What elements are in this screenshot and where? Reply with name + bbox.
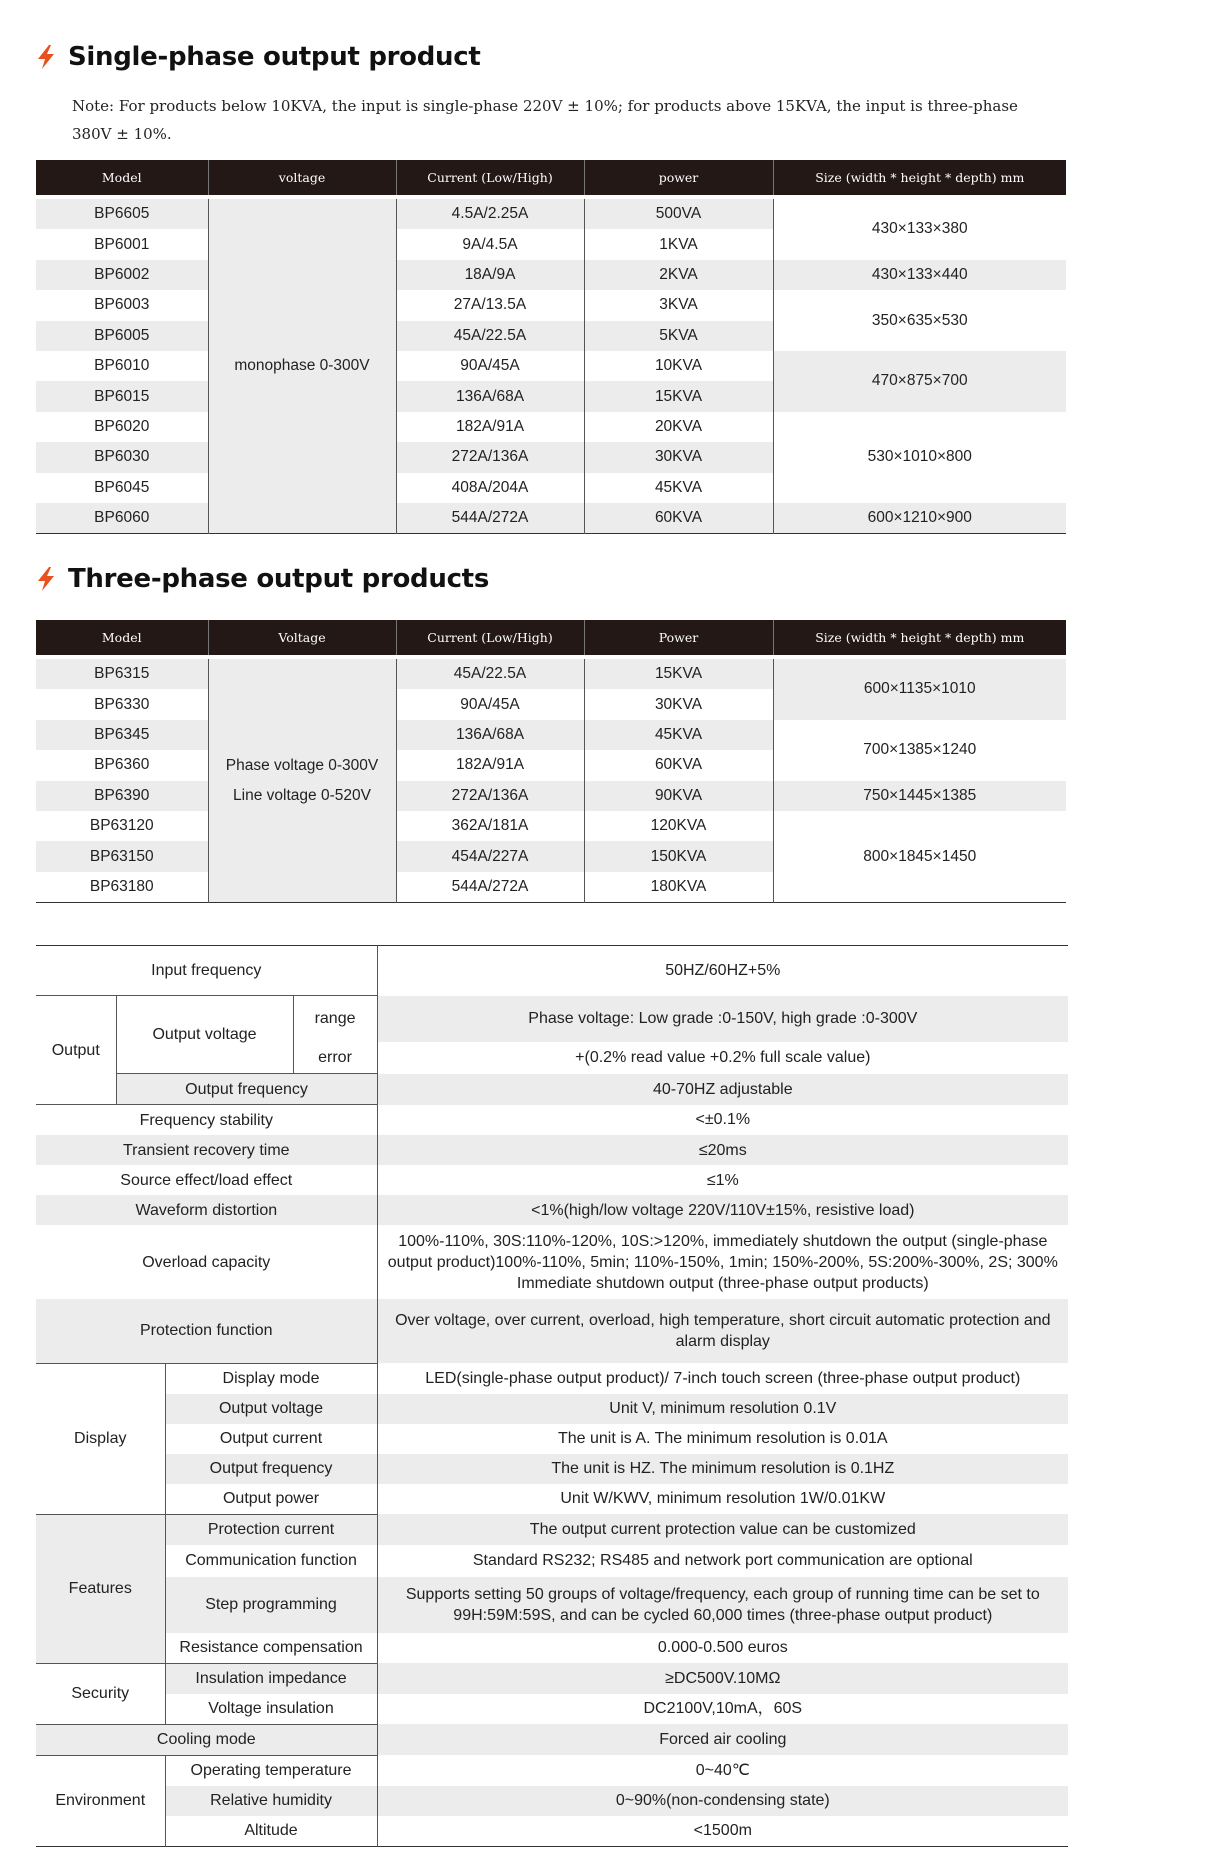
table-row <box>36 811 1066 841</box>
size-cell: 530×1010×800 <box>773 412 1066 503</box>
current-cell: 272A/136A <box>396 442 584 472</box>
spec-group-label: Security <box>36 1663 165 1724</box>
col-header-current: Current (Low/High) <box>396 160 584 197</box>
power-cell: 30KVA <box>584 689 773 719</box>
current-cell: 27A/13.5A <box>396 290 584 320</box>
power-cell: 1KVA <box>584 229 773 259</box>
spec-row-step-programming <box>36 1577 1068 1633</box>
spec-row-transient <box>36 1135 1068 1165</box>
spec-value: <1500m <box>377 1816 1068 1847</box>
spec-label: Output power <box>165 1484 377 1515</box>
current-cell: 454A/227A <box>396 841 584 871</box>
current-cell: 18A/9A <box>396 260 584 290</box>
table-row <box>36 351 1066 381</box>
spec-value: The unit is A. The minimum resolution is 0.01A <box>377 1424 1068 1454</box>
model-cell: BP6390 <box>36 781 208 811</box>
spec-value: Phase voltage: Low grade :0-150V, high grade :0-300V <box>377 996 1068 1042</box>
spec-value: DC2100V,10mA，60S <box>377 1694 1068 1725</box>
col-header-power: power <box>584 160 773 197</box>
spec-value: 50HZ/60HZ+5% <box>377 946 1068 996</box>
spec-row-resistance <box>36 1633 1068 1664</box>
power-cell: 500VA <box>584 197 773 229</box>
spec-label: Transient recovery time <box>36 1135 377 1165</box>
spec-row-input-frequency <box>36 946 1068 996</box>
spec-value: ≥DC500V.10MΩ <box>377 1663 1068 1694</box>
spec-value: Forced air cooling <box>377 1724 1068 1755</box>
spec-row-display-current <box>36 1424 1068 1454</box>
model-cell: BP6605 <box>36 197 208 229</box>
size-cell: 700×1385×1240 <box>773 720 1066 781</box>
spec-row-insulation-impedance <box>36 1663 1068 1694</box>
current-cell: 272A/136A <box>396 781 584 811</box>
table-row <box>36 197 1066 229</box>
table-row <box>36 720 1066 750</box>
spec-row-protection-current <box>36 1514 1068 1545</box>
single-phase-table <box>36 160 1066 534</box>
spec-row-display-frequency <box>36 1454 1068 1484</box>
power-cell: 180KVA <box>584 872 773 903</box>
col-header-size: Size (width * height * depth) mm <box>773 620 1066 657</box>
spec-label: Source effect/load effect <box>120 1171 293 1189</box>
size-cell: 470×875×700 <box>773 351 1066 412</box>
lightning-bolt-icon <box>36 567 56 591</box>
input-note: Note: For products below 10KVA, the input is single-phase 220V ± 10%; for products above 15KVA, the input is three-phase 380V ± 10%. <box>72 97 1018 143</box>
current-cell: 9A/4.5A <box>396 229 584 259</box>
spec-group-label: Features <box>36 1514 165 1663</box>
spec-label: Altitude <box>165 1816 377 1847</box>
model-cell: BP6360 <box>94 756 150 774</box>
spec-value: 0.000-0.500 euros <box>377 1633 1068 1664</box>
spec-row-relative-humidity <box>36 1786 1068 1816</box>
spec-value: The unit is HZ. The minimum resolution is 0.1HZ <box>377 1454 1068 1484</box>
spec-value: <±0.1% <box>377 1105 1068 1136</box>
spec-label: Cooling mode <box>36 1724 377 1755</box>
power-cell: 15KVA <box>584 657 773 689</box>
spec-row-source-effect <box>36 1165 1068 1195</box>
three-phase-title: Three-phase output products <box>68 564 489 594</box>
col-header-voltage: Voltage <box>208 620 396 657</box>
spec-value: ≤1% <box>377 1165 1068 1195</box>
spec-label: Protection function <box>36 1299 377 1363</box>
spec-label: Communication function <box>165 1545 377 1577</box>
model-cell: BP6330 <box>94 695 150 713</box>
phase-voltage-text: Phase voltage 0-300V <box>225 756 379 774</box>
current-cell: 136A/68A <box>396 381 584 411</box>
spec-label: Waveform distortion <box>36 1195 377 1225</box>
spec-value: Over voltage, over current, overload, high temperature, short circuit automatic protection and alarm display <box>377 1299 1068 1363</box>
power-cell: 60KVA <box>584 750 773 780</box>
spec-value: 100%-110%, 30S:110%-120%, 10S:>120%, immediately shutdown the output (single-phase output product)100%-110%, 5min; 110%-150%, 1min; 150%-200%, 5S:200%-300%, 2S; 300% Immediate shutdown output (three-phase output products) <box>377 1225 1068 1299</box>
spec-label: error <box>293 1042 377 1074</box>
three-phase-heading <box>36 564 489 594</box>
spec-label: Voltage insulation <box>165 1694 377 1725</box>
spec-label: Relative humidity <box>165 1786 377 1816</box>
voltage-cell: monophase 0-300V <box>208 197 396 534</box>
spec-label: Output current <box>165 1424 377 1454</box>
current-cell: 544A/272A <box>396 503 584 534</box>
size-cell: 430×133×380 <box>773 197 1066 260</box>
line-voltage-text: Line voltage 0-520V <box>233 786 371 804</box>
spec-label: Output frequency <box>165 1454 377 1484</box>
spec-row-altitude <box>36 1816 1068 1847</box>
size-cell: 800×1845×1450 <box>773 811 1066 903</box>
spec-value: Unit V, minimum resolution 0.1V <box>377 1394 1068 1424</box>
spec-row-waveform <box>36 1195 1068 1225</box>
current-cell: 182A/91A <box>396 412 584 442</box>
spec-group-label: Output <box>36 996 116 1105</box>
table-row <box>36 503 1066 534</box>
model-cell: BP6005 <box>36 321 208 351</box>
col-header-size: Size (width * height * depth) mm <box>773 160 1066 197</box>
spec-label: Overload capacity <box>142 1253 271 1271</box>
power-cell: 90KVA <box>584 781 773 811</box>
spec-row-overload <box>36 1225 1068 1299</box>
power-cell: 3KVA <box>584 290 773 320</box>
current-cell: 90A/45A <box>396 351 584 381</box>
model-cell: BP6001 <box>94 235 150 253</box>
col-header-power: Power <box>584 620 773 657</box>
spec-row-display-mode <box>36 1363 1068 1394</box>
spec-value: 0~90%(non-condensing state) <box>377 1786 1068 1816</box>
model-cell: BP63120 <box>89 817 154 835</box>
spec-value: Unit W/KWV, minimum resolution 1W/0.01KW <box>377 1484 1068 1515</box>
current-cell: 4.5A/2.25A <box>396 197 584 229</box>
model-cell: BP6060 <box>36 503 208 534</box>
spec-value: +(0.2% read value +0.2% full scale value) <box>377 1042 1068 1074</box>
lightning-bolt-icon <box>36 45 56 69</box>
spec-label: Protection current <box>165 1514 377 1545</box>
table-row <box>36 657 1066 689</box>
spec-sub-label: Output voltage <box>116 996 293 1074</box>
spec-label: Frequency stability <box>36 1105 377 1136</box>
spec-value: Supports setting 50 groups of voltage/frequency, each group of running time can be set to 99H:59M:59S, and can be cycled 60,000 times (three-phase output product) <box>377 1577 1068 1633</box>
spec-label: Display mode <box>165 1363 377 1394</box>
spec-value: 0~40℃ <box>377 1755 1068 1786</box>
power-cell: 45KVA <box>584 473 773 503</box>
power-cell: 10KVA <box>584 351 773 381</box>
spec-group-label: Display <box>36 1363 165 1514</box>
spec-label: Output voltage <box>165 1394 377 1424</box>
model-cell: BP6020 <box>94 417 150 435</box>
current-cell: 362A/181A <box>396 811 584 841</box>
spec-value: The output current protection value can be customized <box>377 1514 1068 1545</box>
current-cell: 544A/272A <box>396 872 584 903</box>
power-cell: 30KVA <box>584 442 773 472</box>
spec-row-output-frequency <box>36 1074 1068 1105</box>
spec-row-display-power <box>36 1484 1068 1515</box>
single-phase-heading <box>36 42 480 72</box>
model-cell: BP6003 <box>94 296 150 314</box>
power-cell: 15KVA <box>584 381 773 411</box>
spec-label: Input frequency <box>151 962 262 979</box>
size-cell: 350×635×530 <box>773 290 1066 351</box>
model-cell: BP63150 <box>36 841 208 871</box>
spec-label: Step programming <box>165 1577 377 1633</box>
current-cell: 408A/204A <box>396 473 584 503</box>
col-header-current: Current (Low/High) <box>396 620 584 657</box>
current-cell: 90A/45A <box>396 689 584 719</box>
col-header-model: Model <box>36 160 208 197</box>
three-phase-table <box>36 620 1066 903</box>
table-row <box>36 290 1066 320</box>
size-cell: 750×1445×1385 <box>773 781 1066 811</box>
current-cell: 136A/68A <box>396 720 584 750</box>
model-cell: BP6002 <box>36 260 208 290</box>
col-header-voltage: voltage <box>208 160 396 197</box>
col-header-model: Model <box>36 620 208 657</box>
spec-row-protection <box>36 1299 1068 1363</box>
spec-row-operating-temperature <box>36 1755 1068 1786</box>
spec-row-output-range <box>36 996 1068 1042</box>
model-cell: BP6030 <box>36 442 208 472</box>
table-row <box>36 260 1066 290</box>
spec-value: LED(single-phase output product)/ 7-inch touch screen (three-phase output product) <box>377 1363 1068 1394</box>
spec-row-display-voltage <box>36 1394 1068 1424</box>
spec-row-frequency-stability <box>36 1105 1068 1136</box>
size-cell: 600×1210×900 <box>773 503 1066 534</box>
spec-row-voltage-insulation <box>36 1694 1068 1725</box>
table-row <box>36 781 1066 811</box>
current-cell: 45A/22.5A <box>396 657 584 689</box>
power-cell: 60KVA <box>584 503 773 534</box>
spec-label: Operating temperature <box>165 1755 377 1786</box>
spec-label: Resistance compensation <box>165 1633 377 1664</box>
model-cell: BP6045 <box>94 478 150 496</box>
model-cell: BP6345 <box>36 720 208 750</box>
spec-label: Insulation impedance <box>165 1663 377 1694</box>
spec-row-cooling <box>36 1724 1068 1755</box>
specification-table <box>36 945 1068 1847</box>
model-cell: BP6010 <box>94 357 150 375</box>
power-cell: 150KVA <box>584 841 773 871</box>
power-cell: 2KVA <box>584 260 773 290</box>
spec-value: ≤20ms <box>377 1135 1068 1165</box>
current-cell: 182A/91A <box>396 750 584 780</box>
power-cell: 20KVA <box>584 412 773 442</box>
spec-label: range <box>293 996 377 1042</box>
spec-row-communication <box>36 1545 1068 1577</box>
power-cell: 5KVA <box>584 321 773 351</box>
power-cell: 120KVA <box>584 811 773 841</box>
spec-value: 40-70HZ adjustable <box>377 1074 1068 1105</box>
spec-value: Standard RS232; RS485 and network port communication are optional <box>377 1545 1068 1577</box>
voltage-cell <box>208 657 396 903</box>
model-cell: BP6315 <box>36 657 208 689</box>
current-cell: 45A/22.5A <box>396 321 584 351</box>
size-cell: 430×133×440 <box>773 260 1066 290</box>
model-cell: BP63180 <box>89 877 154 895</box>
spec-value: <1%(high/low voltage 220V/110V±15%, resistive load) <box>377 1195 1068 1225</box>
size-cell: 600×1135×1010 <box>773 657 1066 720</box>
single-phase-title: Single-phase output product <box>68 42 481 72</box>
spec-group-label: Environment <box>36 1755 165 1846</box>
table-row <box>36 412 1066 442</box>
power-cell: 45KVA <box>584 720 773 750</box>
spec-label: Output frequency <box>116 1074 377 1105</box>
model-cell: BP6015 <box>36 381 208 411</box>
